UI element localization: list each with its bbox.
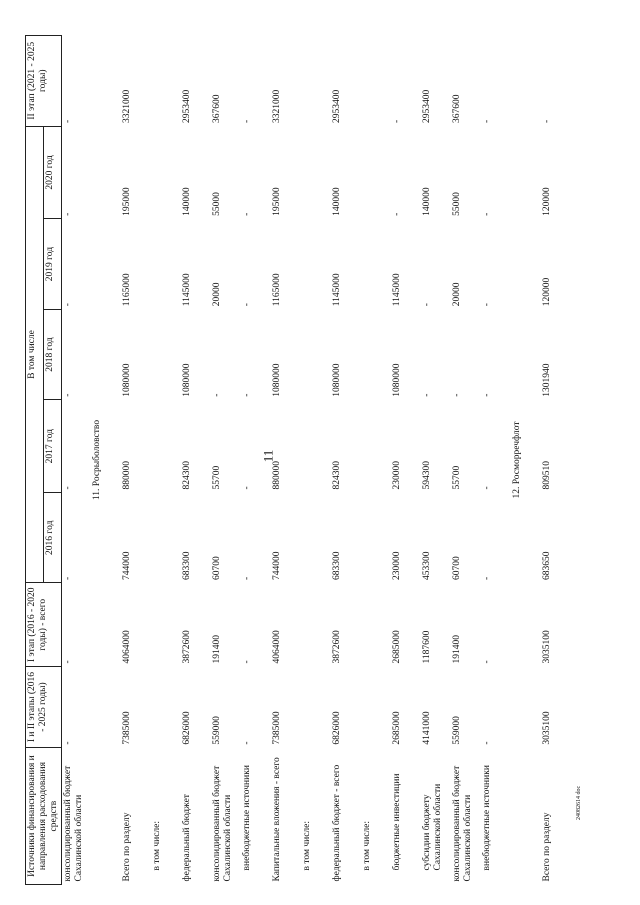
table-cell: -: [242, 393, 253, 397]
header-stages-1-2: I и II этапы (2016 - 2025 годы): [26, 666, 62, 747]
row-label: бюджетные инвестиции: [392, 773, 403, 871]
table-cell: [151, 36, 181, 127]
table-body: [61, 36, 571, 885]
financing-table: [25, 35, 571, 885]
table-cell: 3321000: [272, 89, 283, 124]
table-cell: -: [482, 119, 493, 124]
table-cell: 120000: [542, 277, 553, 307]
table-cell: -: [61, 126, 91, 219]
table-cell: -: [242, 486, 253, 490]
table-row: [241, 36, 271, 885]
table-cell: 683300: [182, 551, 193, 580]
table-cell: 120000: [542, 187, 553, 216]
table-cell: [361, 36, 391, 127]
table-cell: -: [212, 393, 223, 397]
table-cell: -: [242, 660, 253, 664]
table-cell: -: [482, 660, 493, 664]
section-heading: 11. Росрыболовство: [92, 419, 103, 501]
rotated-table-container: [25, 35, 585, 885]
table-cell: -: [392, 119, 403, 124]
header-source: Источники финансирования и направления расходования средств: [26, 748, 62, 885]
table-cell: 3035100: [542, 711, 553, 745]
table-cell: 2685000: [392, 630, 403, 664]
table-cell: 60700: [452, 556, 463, 580]
row-label: консолидированный бюджет Сахалинской области: [61, 748, 91, 885]
table-cell: 367600: [212, 94, 223, 124]
table-cell: -: [61, 400, 91, 493]
header-stage-1: I этап (2016 - 2020 годы) - всего: [26, 583, 62, 667]
table-cell: [301, 493, 331, 583]
table-cell: -: [482, 741, 493, 745]
table-cell: -: [61, 493, 91, 583]
table-cell: [301, 309, 331, 399]
table-cell: 7385000: [122, 711, 133, 745]
table-row: [211, 36, 241, 885]
table-cell: -: [242, 576, 253, 580]
table-cell: 1145000: [332, 273, 343, 307]
table-cell: 744000: [272, 551, 283, 580]
header-2018: 2018 год: [43, 309, 61, 399]
table-cell: -: [482, 393, 493, 397]
table-row: [181, 36, 211, 885]
table-row: [361, 36, 391, 885]
table-cell: 55000: [212, 192, 223, 216]
section-heading-row: [91, 36, 121, 885]
table-cell: 140000: [422, 187, 433, 216]
table-cell: 1301940: [542, 363, 553, 397]
table-cell: 55000: [452, 192, 463, 216]
table-cell: 1187600: [422, 630, 433, 664]
table-cell: -: [392, 212, 403, 216]
row-label: в том числе:: [152, 820, 163, 871]
row-label: консолидированный бюджет Сахалинской области: [212, 765, 234, 882]
row-label: консолидированный бюджет Сахалинской области: [452, 765, 474, 882]
table-cell: 55700: [212, 465, 223, 490]
table-cell: 744000: [122, 551, 133, 580]
table-cell: 3872600: [182, 630, 193, 664]
table-cell: -: [61, 219, 91, 309]
table-cell: 195000: [272, 187, 283, 216]
section-heading: 12. Росморречфлот: [512, 421, 523, 499]
table-cell: 6826000: [332, 711, 343, 745]
table-cell: [301, 126, 331, 219]
table-cell: 4141000: [422, 711, 433, 745]
table-cell: [361, 493, 391, 583]
header-2020: 2020 год: [43, 126, 61, 219]
table-cell: 2953400: [422, 89, 433, 124]
table-cell: 824300: [182, 461, 193, 490]
table-cell: 3321000: [122, 89, 133, 124]
table-cell: -: [242, 741, 253, 745]
table-cell: -: [422, 303, 433, 307]
row-label: Капитальные вложения - всего: [272, 757, 283, 882]
table-cell: [361, 666, 391, 747]
table-cell: [361, 583, 391, 667]
table-cell: 809510: [542, 461, 553, 490]
page-number: 11: [260, 449, 276, 463]
table-cell: [151, 493, 181, 583]
table-cell: 60700: [212, 556, 223, 580]
table-cell: 3872600: [332, 630, 343, 664]
table-cell: -: [542, 119, 553, 124]
table-cell: 191400: [212, 634, 223, 664]
table-cell: 140000: [332, 187, 343, 216]
table-row: [451, 36, 481, 885]
table-cell: -: [422, 393, 433, 397]
table-row: [391, 36, 421, 885]
row-label: Всего по разделу: [542, 812, 553, 882]
row-label: Всего по разделу: [122, 812, 133, 882]
table-cell: 1080000: [392, 363, 403, 397]
table-cell: 2953400: [182, 89, 193, 124]
row-label: субсидии бюджету Сахалинской области: [422, 783, 444, 871]
table-cell: [151, 309, 181, 399]
table-row: [271, 36, 301, 885]
table-cell: 559000: [212, 716, 223, 745]
table-cell: [301, 36, 331, 127]
table-cell: 1080000: [182, 363, 193, 397]
table-cell: -: [482, 212, 493, 216]
table-row: [121, 36, 151, 885]
table-cell: 1145000: [182, 273, 193, 307]
table-cell: [361, 400, 391, 493]
table-cell: [151, 666, 181, 747]
table-cell: [361, 309, 391, 399]
table-cell: [301, 400, 331, 493]
table-cell: -: [61, 309, 91, 399]
section-heading-row: [511, 36, 541, 885]
table-cell: -: [242, 212, 253, 216]
row-label: внебюджетные источники: [242, 765, 253, 871]
table-cell: 594300: [422, 461, 433, 490]
table-cell: 55700: [452, 465, 463, 490]
table-cell: 191400: [452, 634, 463, 664]
table-cell: -: [242, 303, 253, 307]
header-2016: 2016 год: [43, 493, 61, 583]
table-cell: 230000: [392, 461, 403, 490]
table-cell: [151, 126, 181, 219]
table-cell: 3035100: [542, 630, 553, 664]
row-label: в том числе:: [362, 820, 373, 871]
table-cell: -: [61, 666, 91, 747]
table-cell: 230000: [392, 551, 403, 580]
table-row: [301, 36, 331, 885]
row-label: в том числе:: [302, 820, 313, 871]
table-cell: 6826000: [182, 711, 193, 745]
table-row: [331, 36, 361, 885]
table-cell: 453300: [422, 551, 433, 580]
row-label: федеральный бюджет - всего: [332, 764, 343, 882]
table-cell: [151, 583, 181, 667]
table-cell: -: [452, 393, 463, 397]
table-cell: 1165000: [272, 273, 283, 307]
table-cell: 20000: [212, 282, 223, 307]
table-cell: 1145000: [392, 273, 403, 307]
table-cell: 367600: [452, 94, 463, 124]
footer-document-code: 24082614 doc: [576, 785, 582, 820]
table-cell: 4064000: [272, 630, 283, 664]
table-cell: [361, 126, 391, 219]
table-cell: 683300: [332, 551, 343, 580]
table-cell: 824300: [332, 461, 343, 490]
header-2019: 2019 год: [43, 219, 61, 309]
header-stage-2: II этап (2021 - 2025 годы): [26, 36, 62, 127]
table-cell: 195000: [122, 187, 133, 216]
table-cell: 4064000: [122, 630, 133, 664]
table-cell: 2953400: [332, 89, 343, 124]
table-row: [421, 36, 451, 885]
header-2017: 2017 год: [43, 400, 61, 493]
table-cell: -: [61, 36, 91, 127]
row-label: федеральный бюджет: [182, 794, 193, 882]
row-label: внебюджетные источники: [482, 765, 493, 871]
table-cell: 7385000: [272, 711, 283, 745]
table-row: [481, 36, 511, 885]
table-cell: 559000: [452, 716, 463, 745]
table-cell: 880000: [122, 461, 133, 490]
table-cell: -: [482, 486, 493, 490]
table-row: [61, 36, 91, 885]
table-cell: 1080000: [122, 363, 133, 397]
table-cell: 1080000: [332, 363, 343, 397]
table-cell: 1165000: [122, 273, 133, 307]
table-row: [541, 36, 571, 885]
table-cell: 2685000: [392, 711, 403, 745]
table-cell: [151, 219, 181, 309]
header-in-that-number: В том числе: [26, 126, 44, 583]
table-cell: [151, 400, 181, 493]
table-cell: 683650: [542, 551, 553, 580]
table-cell: [301, 583, 331, 667]
table-cell: [301, 666, 331, 747]
table-cell: 1080000: [272, 363, 283, 397]
table-cell: -: [482, 576, 493, 580]
table-cell: [361, 219, 391, 309]
table-cell: -: [242, 119, 253, 124]
table-cell: 880000: [272, 461, 283, 490]
table-cell: 20000: [452, 282, 463, 307]
table-cell: 140000: [182, 187, 193, 216]
table-cell: -: [61, 583, 91, 667]
table-cell: -: [482, 303, 493, 307]
table-cell: [301, 219, 331, 309]
table-row: [151, 36, 181, 885]
